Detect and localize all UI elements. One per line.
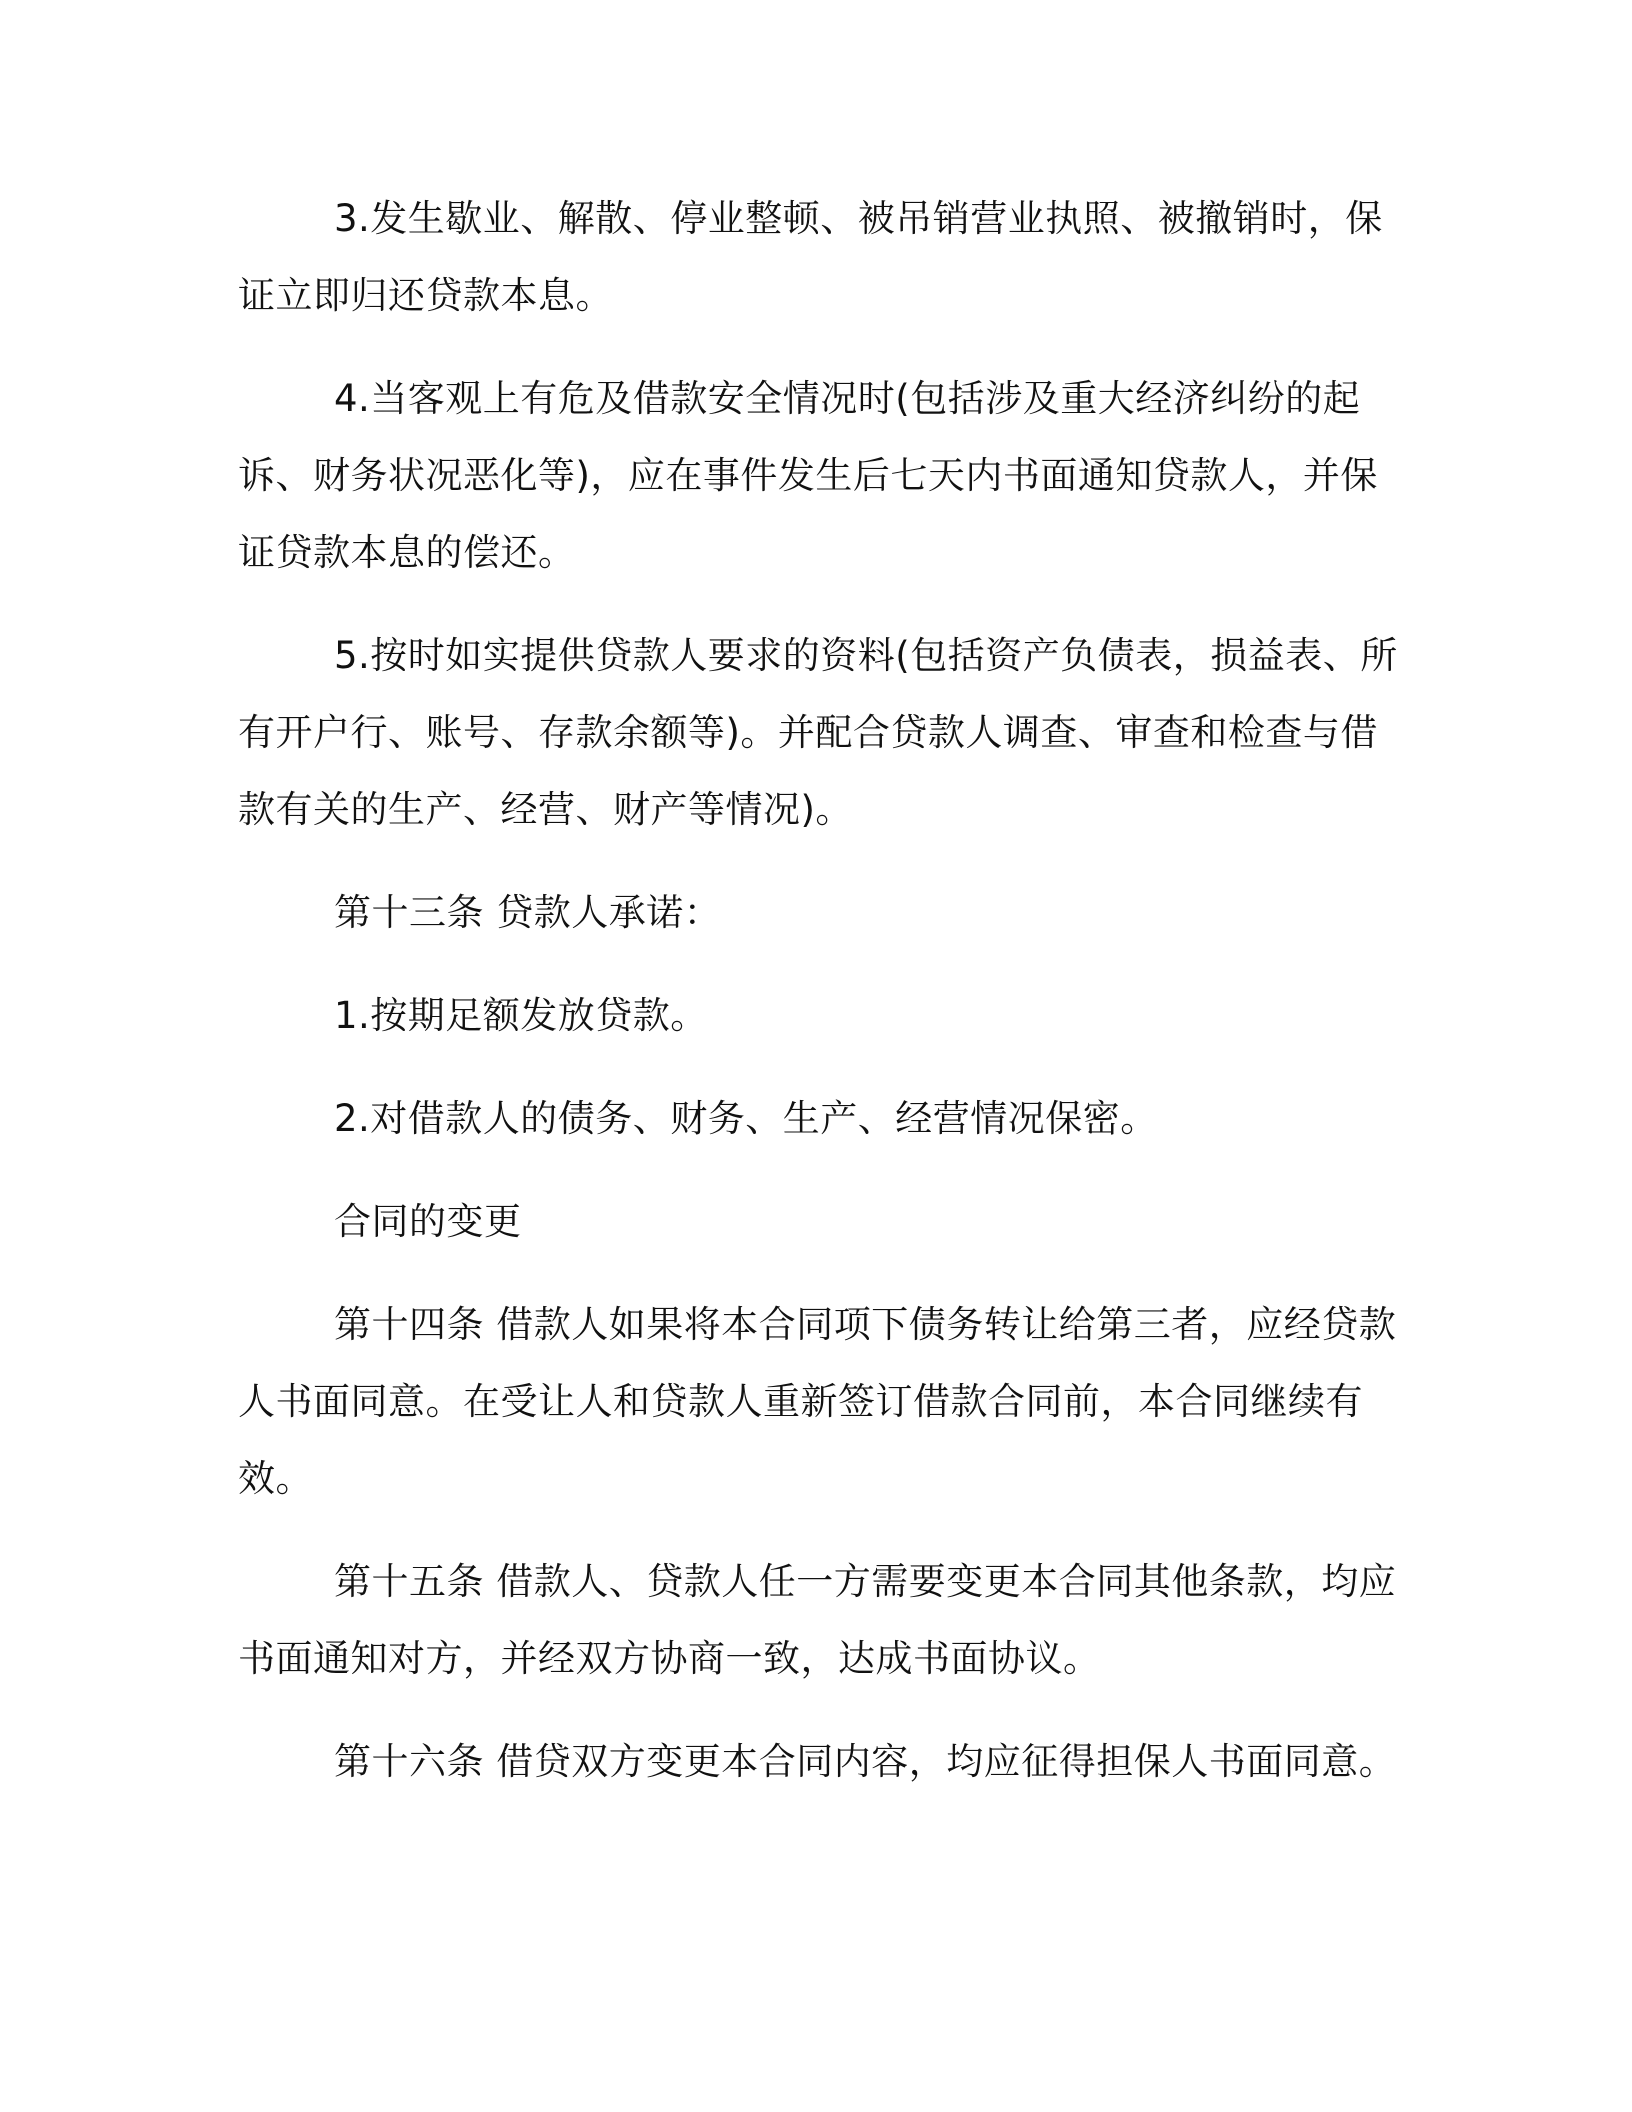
article-14: 第十四条 借款人如果将本合同项下债务转让给第三者，应经贷款人书面同意。在受让人和贷款人重新签订借款合同前，本合同继续有效。 [238, 1303, 1397, 1500]
clause-item-3: 3.发生歇业、解散、停业整顿、被吊销营业执照、被撤销时，保证立即归还贷款本息。 [238, 197, 1383, 317]
clause-item-4: 4.当客观上有危及借款安全情况时(包括涉及重大经济纠纷的起诉、财务状况恶化等)，应在事件发生后七天内书面通知贷款人，并保证贷款本息的偿还。 [238, 377, 1378, 574]
article-13-heading: 第十三条 贷款人承诺： [334, 891, 722, 934]
article-16: 第十六条 借贷双方变更本合同内容，均应征得担保人书面同意。 [334, 1740, 1397, 1783]
article-15: 第十五条 借款人、贷款人任一方需要变更本合同其他条款，均应书面通知对方，并经双方协商一致，达成书面协议。 [238, 1560, 1397, 1680]
section-heading-contract-changes: 合同的变更 [334, 1200, 522, 1243]
lender-item-1: 1.按期足额发放贷款。 [334, 994, 708, 1037]
document-body [238, 180, 1398, 1826]
lender-item-2: 2.对借款人的债务、财务、生产、经营情况保密。 [334, 1097, 1158, 1140]
clause-item-5: 5.按时如实提供贷款人要求的资料(包括资产负债表，损益表、所有开户行、账号、存款余额等)。并配合贷款人调查、审查和检查与借款有关的生产、经营、财产等情况)。 [238, 634, 1398, 831]
